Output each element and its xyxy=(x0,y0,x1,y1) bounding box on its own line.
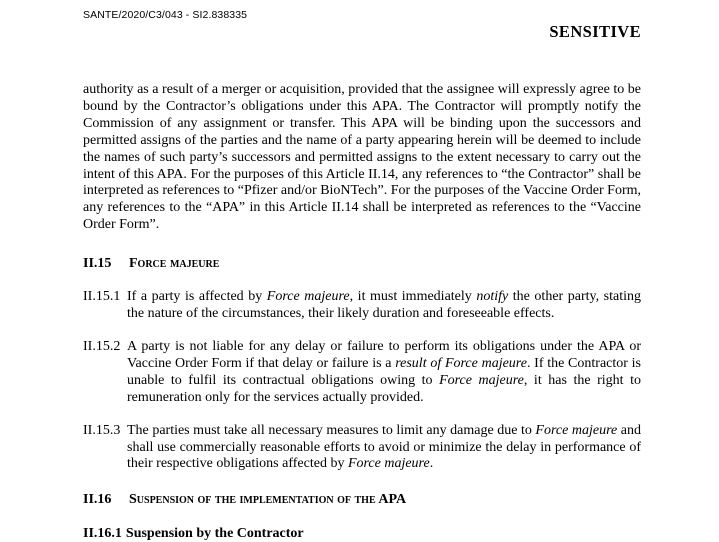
clause-number: II.15.3 xyxy=(83,422,121,438)
classification-label: SENSITIVE xyxy=(549,22,641,41)
section-heading-suspension xyxy=(83,491,641,508)
section-title-tail: APA xyxy=(378,492,407,508)
clause-text: , it must immediately xyxy=(349,289,477,305)
clause-text: A party is not liable for any delay or failure to perform its obligations under the APA or Vaccine Order Form if that delay or failure is a xyxy=(127,338,641,371)
clause-emphasis: Force majeure xyxy=(266,289,350,305)
clause-text: The parties must take all necessary measures to limit any damage due to xyxy=(127,422,536,438)
clause-emphasis: result of Force majeure xyxy=(395,355,527,371)
section-title: Suspension of the implementation of the xyxy=(129,492,376,508)
section-title: Force majeure xyxy=(129,256,220,272)
subsection-number: II.16.1 xyxy=(83,526,122,542)
intro-paragraph-text: authority as a result of a merger or acquisition, provided that the assignee will expressly agree to be bound by the Contractor’s obligations under this APA. The Contractor will promptly notify the Commission of any assignment or transfer. This APA will be binding upon the successors and permitted assigns of the parties and the name of a party appearing herein will be deemed to include the names of such party’s successors and permitted assigns to the extent necessary to carry out the intent of this APA. For the purposes of this Article II.14, any references to “the Contractor” shall be interpreted as references to “Pfizer and/or BioNTech”. For the purposes of the Vaccine Order Form, any references to the “APA” in this Article II.14 shall be interpreted as references to the “Vaccine Order Form”. xyxy=(83,82,641,233)
clause-number: II.15.2 xyxy=(83,338,121,354)
clause-emphasis: notify xyxy=(476,289,509,305)
clause-text: If a party is affected by xyxy=(127,289,267,305)
subsection-heading-suspension-by-contractor xyxy=(83,525,641,542)
intro-paragraph xyxy=(83,82,641,234)
section-number: II.15 xyxy=(83,256,112,272)
clause-text: . xyxy=(429,456,434,472)
clause-ii-15-1 xyxy=(83,289,641,323)
clause-emphasis: Force majeure xyxy=(347,456,430,472)
subsection-title: Suspension by the Contractor xyxy=(125,526,304,542)
document-reference: SANTE/2020/C3/043 - SI2.838335 xyxy=(83,9,248,21)
section-heading-force-majeure xyxy=(83,255,641,272)
clause-text: the other party, stating the nature of the circumstances, their likely duration and foreseeable effects. xyxy=(127,289,641,322)
clause-text: . If the Contractor is unable to fulfil its contractual obligations owing to xyxy=(127,355,641,388)
clause-emphasis: Force majeure xyxy=(439,372,524,388)
clause-ii-15-3 xyxy=(83,423,641,474)
clause-number: II.15.1 xyxy=(83,289,121,305)
clause-emphasis: Force majeure xyxy=(535,422,618,438)
clause-text: and shall use commercially reasonable efforts to avoid or minimize the delay in performance of their respective obligations affected by xyxy=(127,422,641,472)
clause-text: , it has the right to remuneration only for the services actually provided. xyxy=(127,372,641,405)
document-body xyxy=(83,82,641,542)
section-number: II.16 xyxy=(83,492,112,508)
clause-ii-15-2 xyxy=(83,339,641,407)
